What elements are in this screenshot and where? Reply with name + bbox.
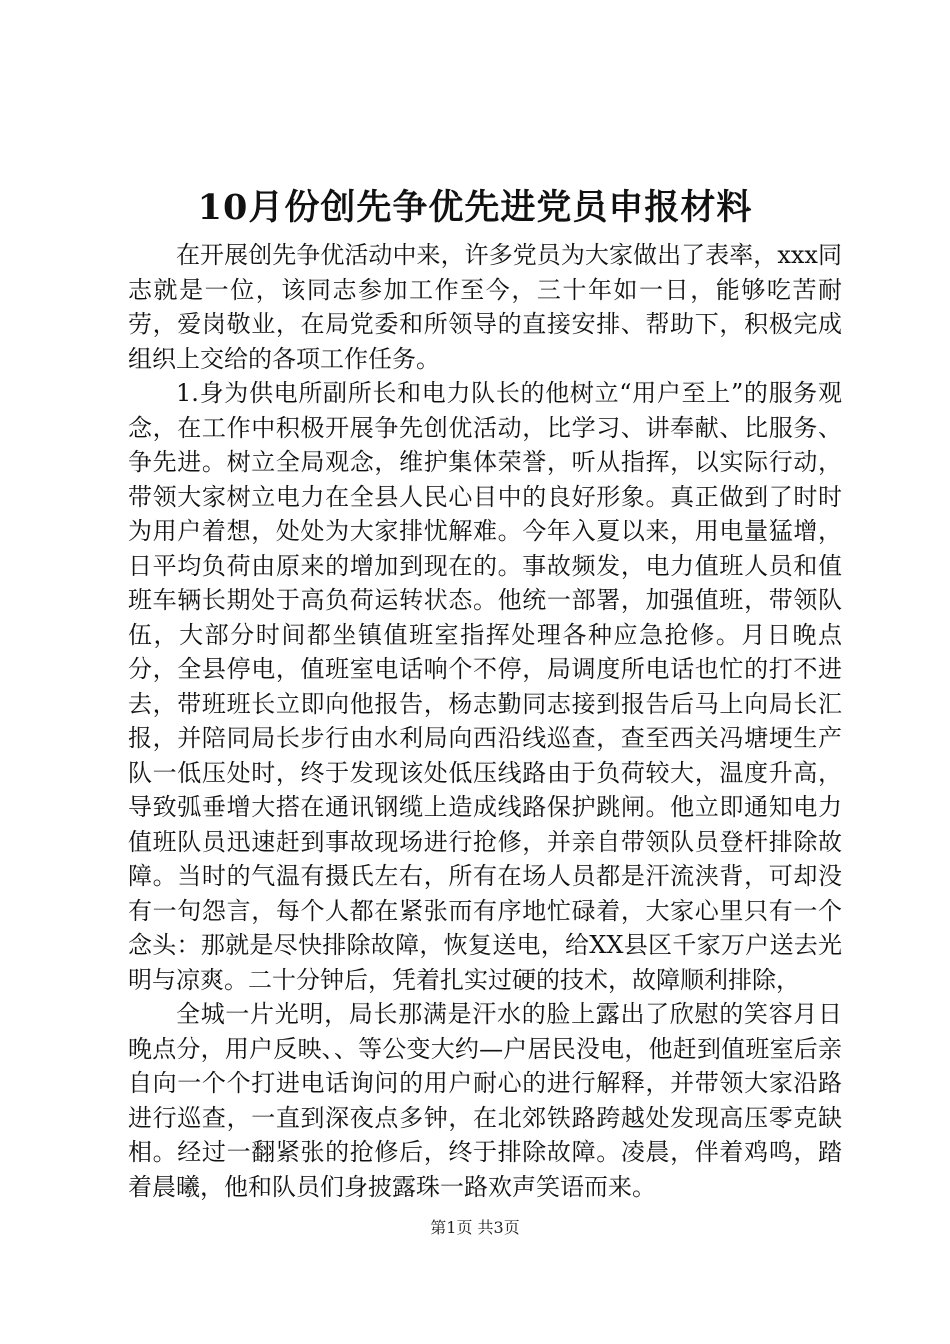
document-body (128, 238, 842, 1204)
paragraph-service: 1.身为供电所副所长和电力队长的他树立“用户至上”的服务观念，在工作中积极开展争先创优活动，比学习、讲奉献、比服务、争先进。树立全局观念，维护集体荣誉，听从指挥，以实际行动，带领大家树立电力在全县人民心目中的良好形象。真正做到了时时为用户着想，处处为大家排忧解难。今年入夏以来，用电量猛增，日平均负荷由原来的增加到现在的。事故频发，电力值班人员和值班车辆长期处于高负荷运转状态。他统一部署，加强值班，带领队伍，大部分时间都坐镇值班室指挥处理各种应急抢修。月日晚点分，全县停电，值班室电话响个不停，局调度所电话也忙的打不进去，带班班长立即向他报告，杨志勤同志接到报告后马上向局长汇报，并陪同局长步行由水利局向西沿线巡查，查至西关冯塘埂生产队一低压处时，终于发现该处低压线路由于负荷较大，温度升高，导致弧垂增大搭在通讯钢缆上造成线路保护跳闸。他立即通知电力值班队员迅速赶到事故现场进行抢修，并亲自带领队员登杆排除故障。当时的气温有摄氏左右，所有在场人员都是汗流浃背，可却没有一句怨言，每个人都在紧张而有序地忙碌着，大家心里只有一个念头：那就是尽快排除故障，恢复送电，给XX县区千家万户送去光明与凉爽。二十分钟后，凭着扎实过硬的技术，故障顺利排除， (128, 379, 842, 994)
document-title: 10月份创先争优先进党员申报材料 (197, 187, 753, 228)
paragraph-repair: 全城一片光明，局长那满是汗水的脸上露出了欣慰的笑容月日晚点分，用户反映、、等公变大约—户居民没电，他赶到值班室后亲自向一个个打进电话询问的用户耐心的进行解释，并带领大家沿路进行巡查，一直到深夜点多钟，在北郊铁路跨越处发现高压零克缺相。经过一翻紧张的抢修后，终于排除故障。凌晨，伴着鸡鸣，踏着晨曦，他和队员们身披露珠一路欢声笑语而来。 (128, 1000, 842, 1201)
page-number-footer: 第1页 共3页 (430, 1218, 520, 1237)
paragraph-intro: 在开展创先争优活动中来，许多党员为大家做出了表率，xxx同志就是一位，该同志参加工作至今，三十年如一日，能够吃苦耐劳，爱岗敬业，在局党委和所领导的直接安排、帮助下，积极完成组织上交给的各项工作任务。 (128, 241, 842, 373)
